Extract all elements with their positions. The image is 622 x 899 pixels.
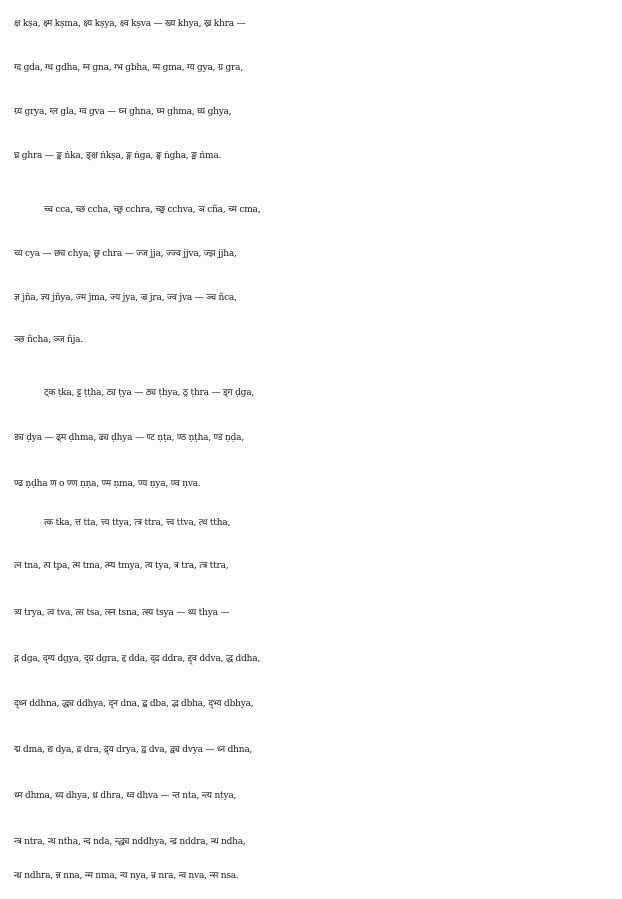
text-line [0, 730, 622, 770]
line-text: ज्ञ jña, ज्ञ्य jñya, ज्म jma, ज्य jya, ज्र jra, ज्व jva — ञ्च ñca, [14, 293, 237, 303]
line-text: ट्क ṭka, ट्ट ṭṭha, ट्य ṭya — ठ्य ṭhya, ठ्र ṭhra — ड्ग ḍga, [44, 388, 255, 398]
text-line [0, 546, 622, 586]
line-text: च्च cca, च्छ ccha, च्छ्र cchra, च्छ्व cchva, ञ cña, च्म cma, [44, 205, 261, 215]
line-text: त्र्य trya, त्व tva, त्स tsa, त्स्न tsna, त्स्य tsya — थ्य thya — [14, 608, 230, 618]
text-line [0, 503, 622, 543]
text-line [0, 136, 622, 176]
text-line [0, 320, 622, 360]
text-line [0, 856, 622, 896]
text-line [0, 234, 622, 274]
line-text: द्ग dga, द्ग्य dgya, द्ग्र dgra, द्द dda, द्द्र ddra, द्द्व ddva, द्ध ddha, [14, 654, 261, 664]
text-line [0, 92, 622, 132]
text-line [0, 639, 622, 679]
line-text: ञ्छ ñcha, ञ्ज ñja. [14, 335, 83, 345]
line-text: च्य cya — छ्य chya, छ्र chra — ज्ज jja, ज्ज्व jjva, ज्झ jjha, [14, 249, 237, 259]
text-line [0, 278, 622, 318]
line-text: ड्य ḍya — ढ्म ḍhma, ढ्य ḍhya — ण्ट ṇṭa, ण्ठ ṇṭha, ण्ड ṇḍa, [14, 433, 244, 443]
line-text: त्क tka, त्त tta, त्त्य ttya, त्त्र ttra, त्त्व ttva, त्थ ttha, [44, 518, 231, 528]
text-line [0, 418, 622, 458]
text-line [0, 776, 622, 816]
line-text: ध्म dhma, ध्य dhya, ध्र dhra, ध्व dhva — न्त nta, न्त्य ntya, [14, 791, 237, 801]
line-text: न्त्र ntra, न्थ ntha, न्द nda, न्द्ध्य nddhya, न्द्र nddra, न्ध ndha, [14, 837, 246, 847]
text-line [0, 593, 622, 633]
line-text: ग्द gda, ग्ध gdha, ग्न gna, ग्भ gbha, ग्म gma, ग्य gya, ग्र gra, [14, 63, 243, 73]
line-text: द्ध्न ddhna, द्ध्य ddhya, द्न dna, द्ब dba, द्भ dbha, द्भ्य dbhya, [14, 699, 254, 709]
line-text: त्न tna, त्प tpa, त्म tma, त्म्य tmya, त्य tya, त्र tra, त्त्र ttra, [14, 561, 229, 571]
text-line [0, 373, 622, 413]
line-text: घ्र ghra — ङ्क ṅka, ङ्क्ष ṅkṣa, ङ्ग ṅga, ङ्घ ṅgha, ङ्म ṅma. [14, 151, 222, 161]
line-text: ग्र्य grya, ग्ल gla, ग्व gva — घ्न ghna, घ्म ghma, घ्य ghya, [14, 107, 232, 117]
line-text: न्ध्र ndhra, न्न nna, न्म nma, न्य nya, न्र nra, न्व nva, न्स nsa. [14, 871, 239, 881]
text-line [0, 464, 622, 504]
line-text: ण्ढ ṇḍha ण o ण्ण ṇṇa, ण्म ṇma, ण्य ṇya, ण्व ṇva. [14, 479, 201, 489]
text-line [0, 48, 622, 88]
line-text: क्ष kṣa, क्ष्म kṣma, क्ष्य kṣya, क्ष्व kṣva — ख्य khya, ख्र khra — [14, 19, 246, 29]
text-line [0, 684, 622, 724]
line-text: द्म dma, द्य dya, द्र dra, द्र्य drya, द्व dva, द्व्य dvya — ध्न dhna, [14, 745, 253, 755]
text-line [0, 190, 622, 230]
text-line [0, 4, 622, 44]
